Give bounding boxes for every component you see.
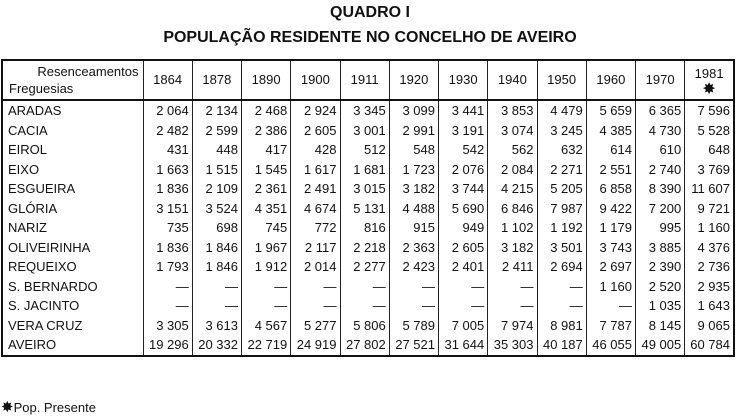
population-cell: 9 065 — [685, 316, 734, 336]
census-label: Resenceamentos — [37, 64, 139, 79]
population-cell: 7 596 — [685, 100, 734, 121]
population-cell: 2 361 — [242, 179, 291, 199]
population-cell: 1 102 — [488, 218, 537, 238]
population-cell: 431 — [143, 140, 192, 160]
population-cell: 5 659 — [586, 100, 635, 121]
population-cell: 2 363 — [389, 238, 438, 258]
population-cell: 7 005 — [439, 316, 488, 336]
population-cell: 40 187 — [537, 335, 586, 356]
table-row — [2, 316, 734, 336]
population-cell: 1 617 — [291, 160, 340, 180]
population-cell: 11 607 — [685, 179, 734, 199]
population-cell: 3 524 — [192, 199, 241, 219]
population-cell: 7 787 — [586, 316, 635, 336]
population-cell: 1 160 — [586, 277, 635, 297]
population-cell: 3 885 — [636, 238, 685, 258]
population-cell: 2 084 — [488, 160, 537, 180]
population-cell: 3 305 — [143, 316, 192, 336]
population-cell: 4 385 — [586, 121, 635, 141]
year-header: 1920 — [389, 60, 438, 100]
population-cell: 3 001 — [340, 121, 389, 141]
year-header: 1911 — [340, 60, 389, 100]
population-cell: 5 789 — [389, 316, 438, 336]
population-cell: 542 — [439, 140, 488, 160]
population-cell: 7 200 — [636, 199, 685, 219]
asterisk-icon: ✸ — [1, 399, 14, 416]
year-header-1981: 1981 ✸ — [685, 60, 734, 100]
population-cell: 24 919 — [291, 335, 340, 356]
population-cell: — — [291, 277, 340, 297]
table-row — [2, 160, 734, 180]
population-cell: 3 074 — [488, 121, 537, 141]
population-cell: 3 182 — [488, 238, 537, 258]
population-cell: 7 987 — [537, 199, 586, 219]
population-cell: 2 064 — [143, 100, 192, 121]
population-cell: 8 390 — [636, 179, 685, 199]
parish-name: EIXO — [2, 160, 143, 180]
population-cell: 610 — [636, 140, 685, 160]
population-cell: 2 277 — [340, 257, 389, 277]
population-cell: 1 846 — [192, 238, 241, 258]
population-cell: 7 974 — [488, 316, 537, 336]
table-body — [2, 100, 734, 356]
population-cell: 2 401 — [439, 257, 488, 277]
population-cell: 27 802 — [340, 335, 389, 356]
population-cell: 2 271 — [537, 160, 586, 180]
population-cell: 4 567 — [242, 316, 291, 336]
table-row — [2, 218, 734, 238]
population-cell: 4 730 — [636, 121, 685, 141]
population-cell: 3 853 — [488, 100, 537, 121]
population-cell: 2 605 — [439, 238, 488, 258]
population-cell: — — [488, 277, 537, 297]
population-cell: 1 179 — [586, 218, 635, 238]
population-cell: 5 205 — [537, 179, 586, 199]
year-header: 1930 — [439, 60, 488, 100]
population-cell: 2 694 — [537, 257, 586, 277]
year-header: 1878 — [192, 60, 241, 100]
population-cell: 2 117 — [291, 238, 340, 258]
population-cell: 1 967 — [242, 238, 291, 258]
population-cell: — — [537, 296, 586, 316]
population-cell: 3 345 — [340, 100, 389, 121]
population-cell: 2 491 — [291, 179, 340, 199]
population-cell: — — [242, 296, 291, 316]
population-cell: 5 277 — [291, 316, 340, 336]
population-cell: 46 055 — [586, 335, 635, 356]
population-cell: 1 545 — [242, 160, 291, 180]
table-row — [2, 335, 734, 356]
population-cell: 2 109 — [192, 179, 241, 199]
population-cell: 2 924 — [291, 100, 340, 121]
population-cell: 1 643 — [685, 296, 734, 316]
year-header: 1940 — [488, 60, 537, 100]
parish-name: ARADAS — [2, 100, 143, 121]
table-row — [2, 121, 734, 141]
population-cell: 3 744 — [439, 179, 488, 199]
population-cell: 2 411 — [488, 257, 537, 277]
population-cell: 4 674 — [291, 199, 340, 219]
population-cell: 2 736 — [685, 257, 734, 277]
header-row — [2, 60, 734, 100]
population-cell: 2 551 — [586, 160, 635, 180]
population-cell: 2 134 — [192, 100, 241, 121]
population-cell: 2 423 — [389, 257, 438, 277]
population-cell: 1 192 — [537, 218, 586, 238]
population-cell: 949 — [439, 218, 488, 238]
table-row — [2, 100, 734, 121]
parish-name: VERA CRUZ — [2, 316, 143, 336]
population-cell: 3 099 — [389, 100, 438, 121]
year-header: 1864 — [143, 60, 192, 100]
year-header: 1960 — [586, 60, 635, 100]
population-cell: 2 935 — [685, 277, 734, 297]
population-cell: 4 479 — [537, 100, 586, 121]
population-cell: 1 160 — [685, 218, 734, 238]
population-cell: 614 — [586, 140, 635, 160]
population-cell: 2 520 — [636, 277, 685, 297]
population-cell: 1 912 — [242, 257, 291, 277]
population-cell: 2 390 — [636, 257, 685, 277]
population-cell: 27 521 — [389, 335, 438, 356]
population-cell: 1 663 — [143, 160, 192, 180]
population-cell: 4 215 — [488, 179, 537, 199]
population-cell: 648 — [685, 140, 734, 160]
population-cell: — — [340, 296, 389, 316]
year-header: 1900 — [291, 60, 340, 100]
population-cell: 19 296 — [143, 335, 192, 356]
population-cell: 3 015 — [340, 179, 389, 199]
table-row — [2, 199, 734, 219]
population-cell: 3 441 — [439, 100, 488, 121]
table-number: QUADRO I — [330, 4, 410, 21]
population-cell: 417 — [242, 140, 291, 160]
population-cell: 3 769 — [685, 160, 734, 180]
parish-name: ESGUEIRA — [2, 179, 143, 199]
table-title: POPULAÇÃO RESIDENTE NO CONCELHO DE AVEIRO — [163, 29, 577, 46]
population-cell: 428 — [291, 140, 340, 160]
population-cell: 3 501 — [537, 238, 586, 258]
population-cell: 995 — [636, 218, 685, 238]
population-cell: — — [586, 296, 635, 316]
population-cell: 3 182 — [389, 179, 438, 199]
population-cell: 1 846 — [192, 257, 241, 277]
population-cell: 1 836 — [143, 179, 192, 199]
population-cell: 632 — [537, 140, 586, 160]
population-cell: 3 613 — [192, 316, 241, 336]
population-cell: 562 — [488, 140, 537, 160]
population-cell: 5 690 — [439, 199, 488, 219]
population-cell: 5 528 — [685, 121, 734, 141]
population-cell: 6 846 — [488, 199, 537, 219]
header-corner-cell — [2, 60, 143, 100]
population-cell: — — [143, 277, 192, 297]
population-cell: 548 — [389, 140, 438, 160]
population-cell: — — [340, 277, 389, 297]
population-cell: — — [389, 277, 438, 297]
footnote-text: Pop. Presente — [13, 400, 96, 415]
population-cell: 735 — [143, 218, 192, 238]
population-cell: 3 743 — [586, 238, 635, 258]
population-cell: 31 644 — [439, 335, 488, 356]
population-cell: 745 — [242, 218, 291, 238]
population-cell: — — [389, 296, 438, 316]
population-cell: — — [242, 277, 291, 297]
parish-name: GLÓRIA — [2, 199, 143, 219]
population-cell: — — [291, 296, 340, 316]
population-cell: 1 035 — [636, 296, 685, 316]
population-cell: 1 723 — [389, 160, 438, 180]
population-cell: 5 806 — [340, 316, 389, 336]
population-cell: 2 991 — [389, 121, 438, 141]
table-row — [2, 296, 734, 316]
parish-name: REQUEIXO — [2, 257, 143, 277]
parish-name: S. BERNARDO — [2, 277, 143, 297]
parish-name: CACIA — [2, 121, 143, 141]
population-cell: 4 376 — [685, 238, 734, 258]
population-cell: — — [537, 277, 586, 297]
population-cell: 1 793 — [143, 257, 192, 277]
table-row — [2, 140, 734, 160]
parish-name: OLIVEIRINHA — [2, 238, 143, 258]
year-header: 1970 — [636, 60, 685, 100]
population-cell: 8 145 — [636, 316, 685, 336]
population-cell: — — [192, 296, 241, 316]
asterisk-icon: ✸ — [702, 80, 716, 98]
population-cell: 4 488 — [389, 199, 438, 219]
population-cell: 1 836 — [143, 238, 192, 258]
population-cell: 60 784 — [685, 335, 734, 356]
population-cell: 915 — [389, 218, 438, 238]
year-header: 1890 — [242, 60, 291, 100]
population-cell: 2 740 — [636, 160, 685, 180]
population-cell: 2 386 — [242, 121, 291, 141]
population-cell: 2 605 — [291, 121, 340, 141]
population-cell: 8 981 — [537, 316, 586, 336]
parish-name: NARIZ — [2, 218, 143, 238]
population-cell: 6 365 — [636, 100, 685, 121]
population-cell: 816 — [340, 218, 389, 238]
table-row — [2, 277, 734, 297]
population-cell: 3 245 — [537, 121, 586, 141]
population-cell: 9 422 — [586, 199, 635, 219]
population-cell: 35 303 — [488, 335, 537, 356]
population-cell: — — [143, 296, 192, 316]
population-cell: 1 681 — [340, 160, 389, 180]
population-cell: 2 599 — [192, 121, 241, 141]
parish-label: Freguesias — [9, 81, 74, 96]
population-cell: 2 076 — [439, 160, 488, 180]
table-row — [2, 257, 734, 277]
population-cell: 9 721 — [685, 199, 734, 219]
population-cell: — — [488, 296, 537, 316]
population-cell: 22 719 — [242, 335, 291, 356]
table-row — [2, 238, 734, 258]
population-cell: 5 131 — [340, 199, 389, 219]
population-cell: 698 — [192, 218, 241, 238]
parish-name: EIROL — [2, 140, 143, 160]
population-table — [1, 59, 735, 357]
population-cell: 2 218 — [340, 238, 389, 258]
population-cell: 20 332 — [192, 335, 241, 356]
population-cell: — — [439, 277, 488, 297]
population-cell: 2 482 — [143, 121, 192, 141]
parish-name: S. JACINTO — [2, 296, 143, 316]
population-cell: 512 — [340, 140, 389, 160]
table-row — [2, 179, 734, 199]
population-cell: 772 — [291, 218, 340, 238]
population-cell: 1 515 — [192, 160, 241, 180]
population-cell: 3 151 — [143, 199, 192, 219]
population-cell: 2 014 — [291, 257, 340, 277]
population-cell: — — [439, 296, 488, 316]
population-cell: 448 — [192, 140, 241, 160]
footnote — [1, 398, 96, 416]
population-cell: 6 858 — [586, 179, 635, 199]
population-cell: 49 005 — [636, 335, 685, 356]
population-cell: 2 468 — [242, 100, 291, 121]
population-cell: 3 191 — [439, 121, 488, 141]
parish-name: AVEIRO — [2, 335, 143, 356]
population-cell: 4 351 — [242, 199, 291, 219]
year-header: 1950 — [537, 60, 586, 100]
population-cell: 2 697 — [586, 257, 635, 277]
population-cell: — — [192, 277, 241, 297]
